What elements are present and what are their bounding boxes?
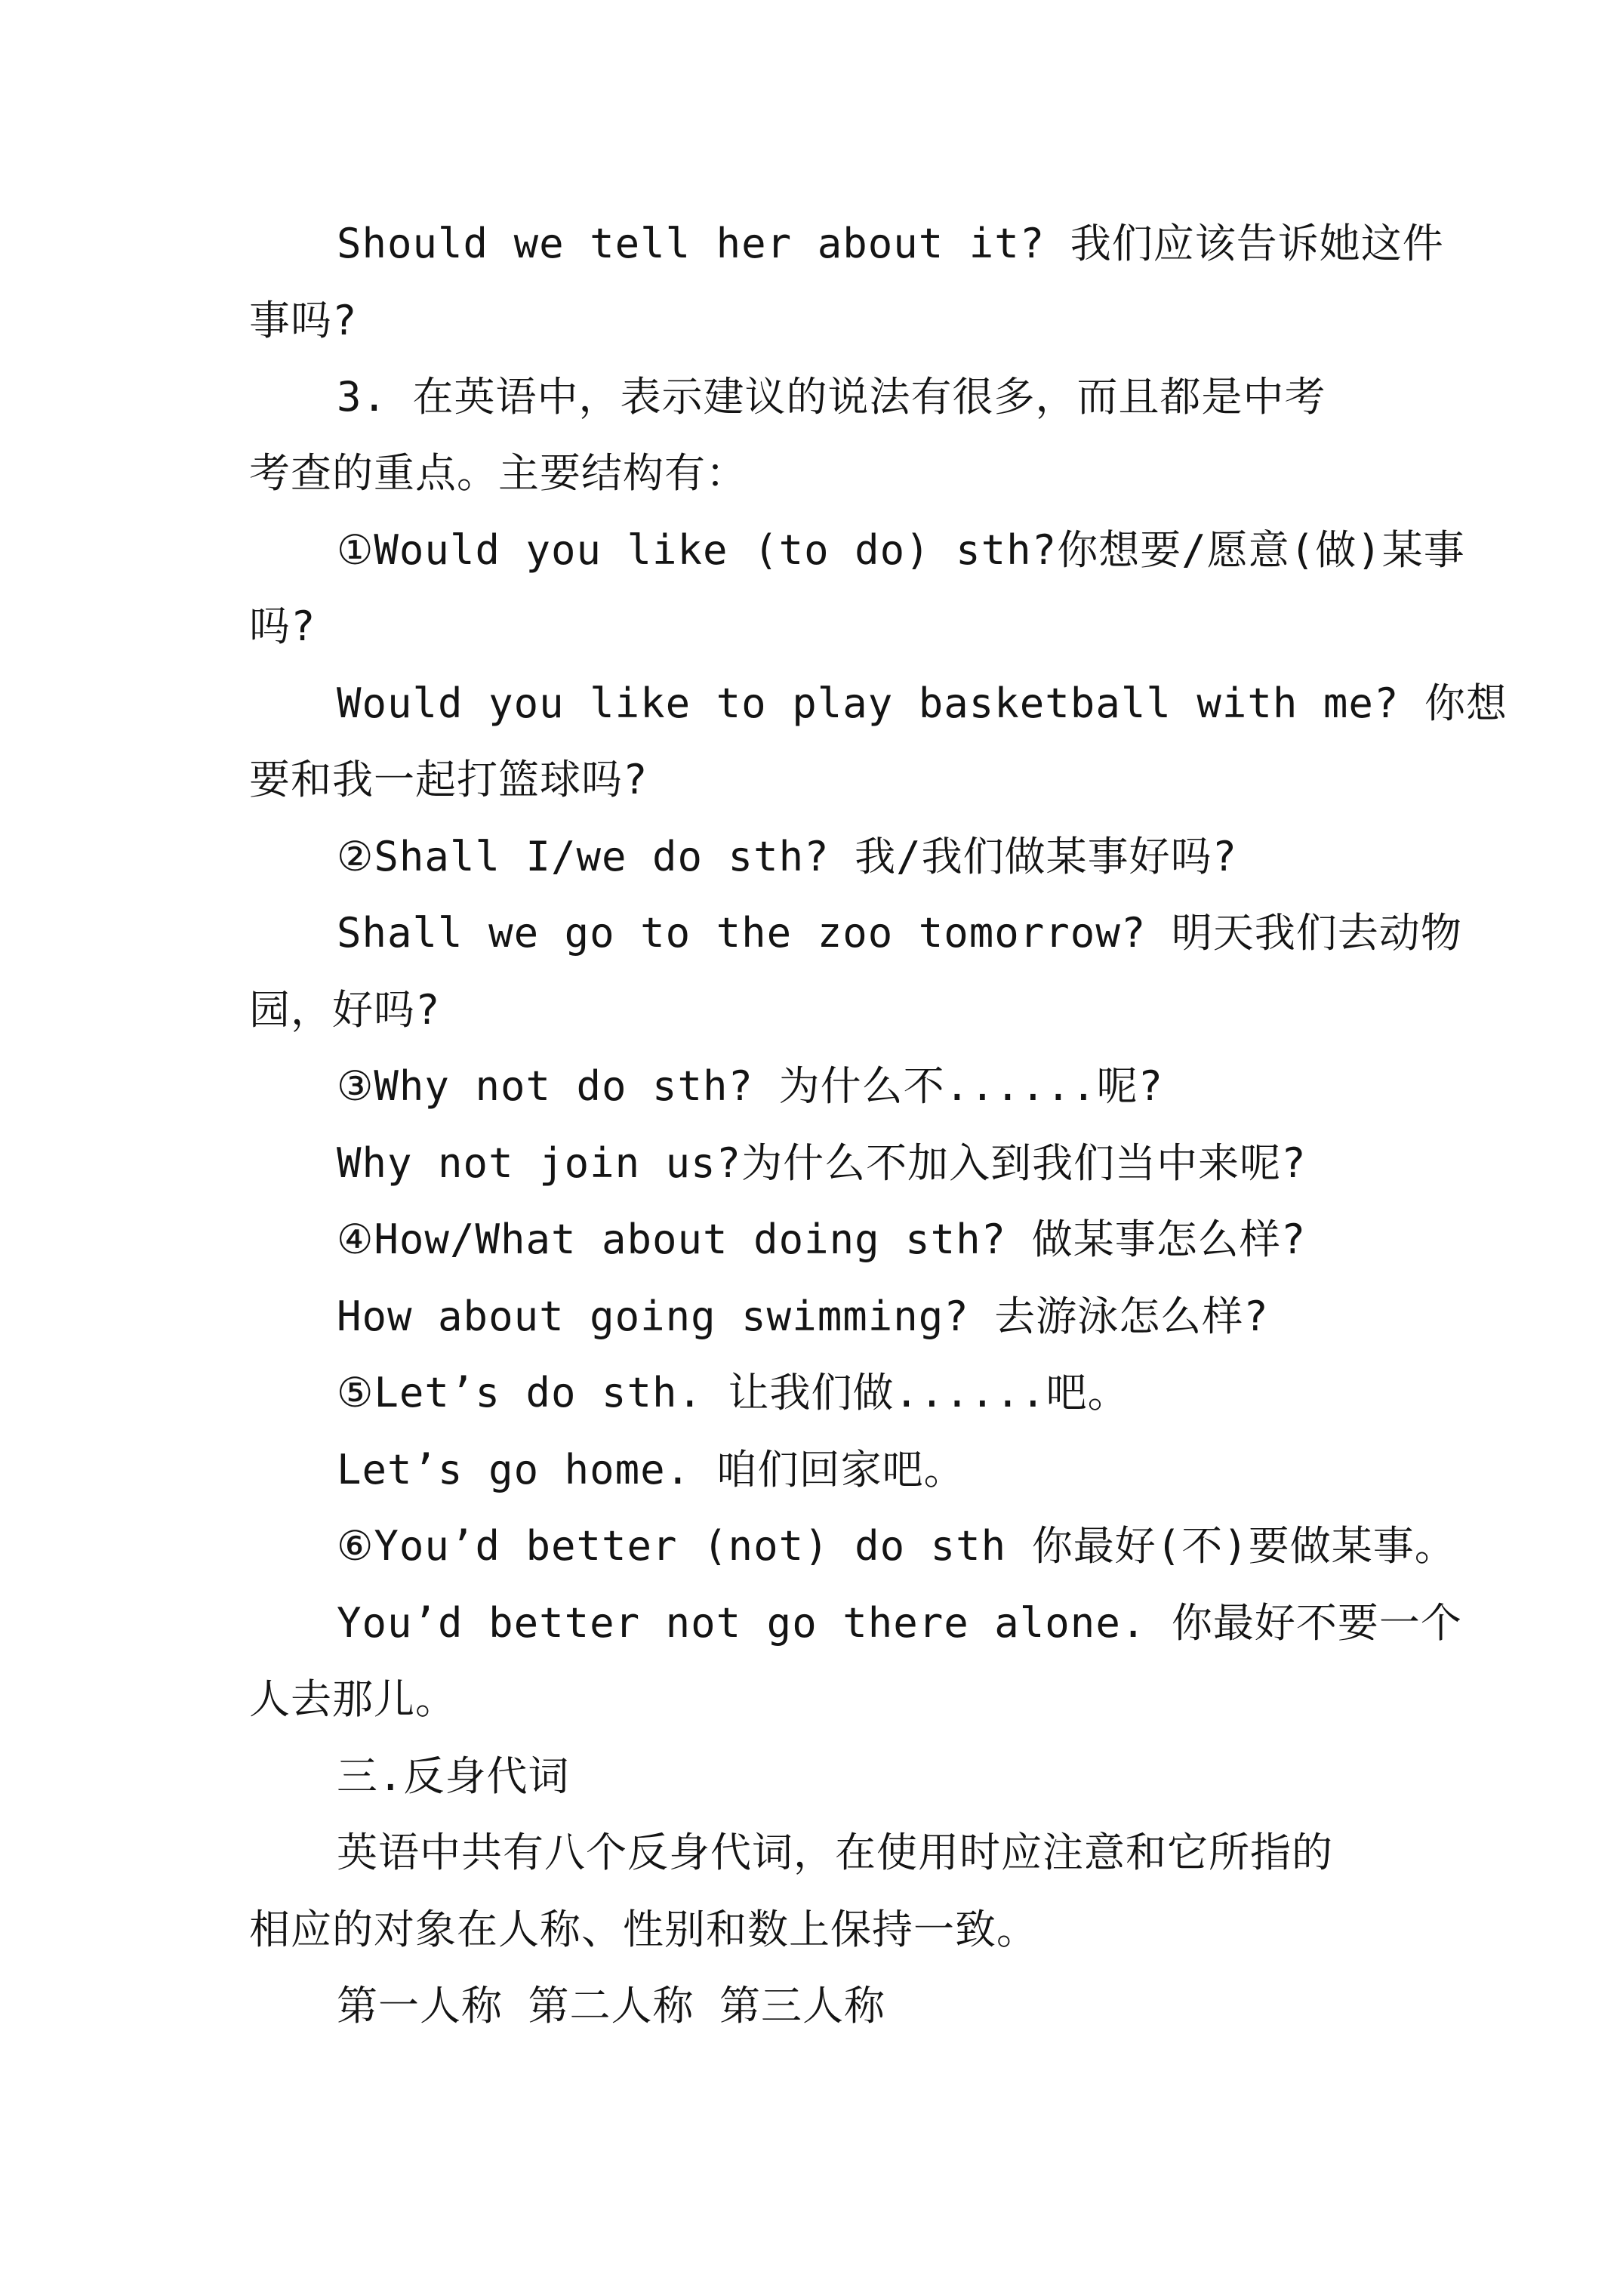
text-line: 吗? (249, 603, 316, 650)
text-line: ③Why not do sth? 为什么不......呢? (337, 1062, 1164, 1110)
text-line: Would you like to play basketball with me? 你想 (337, 680, 1508, 727)
text-line: 英语中共有八个反身代词，在使用时应注意和它所指的 (337, 1829, 1333, 1876)
section-heading: 三.反身代词 (337, 1752, 570, 1800)
text-line: Shall we go to the zoo tomorrow? 明天我们去动物 (337, 909, 1462, 957)
text-line: 第一人称 第二人称 第三人称 (337, 1982, 886, 2029)
text-line: Should we tell her about it? 我们应该告诉她这件 (337, 220, 1444, 267)
text-line: Why not join us?为什么不加入到我们当中来呢? (337, 1139, 1307, 1187)
text-line: 人去那儿。 (249, 1675, 457, 1723)
text-line: 考查的重点。主要结构有： (249, 449, 747, 497)
text-line: 事吗? (249, 297, 358, 344)
text-line: ⑤Let’s do sth. 让我们做......吧。 (337, 1369, 1129, 1416)
text-line: ⑥You’d better (not) do sth 你最好(不)要做某事。 (337, 1522, 1456, 1570)
text-line: 要和我一起打篮球吗? (249, 756, 648, 803)
text-line: Let’s go home. 咱们回家吧。 (337, 1446, 965, 1493)
text-line: ④How/What about doing sth? 做某事怎么样? (337, 1216, 1307, 1263)
text-line: You’d better not go there alone. 你最好不要一个 (337, 1599, 1462, 1647)
text-line: 3. 在英语中，表示建议的说法有很多，而且都是中考 (337, 373, 1326, 421)
text-line: ②Shall I/we do sth? 我/我们做某事好吗? (337, 833, 1238, 880)
text-line: 相应的对象在人称、性别和数上保持一致。 (249, 1906, 1038, 1953)
text-line: How about going swimming? 去游泳怎么样? (337, 1293, 1269, 1340)
text-line: 园，好吗? (249, 986, 441, 1034)
text-line: ①Would you like (to do) sth?你想要/愿意(做)某事 (337, 526, 1465, 574)
